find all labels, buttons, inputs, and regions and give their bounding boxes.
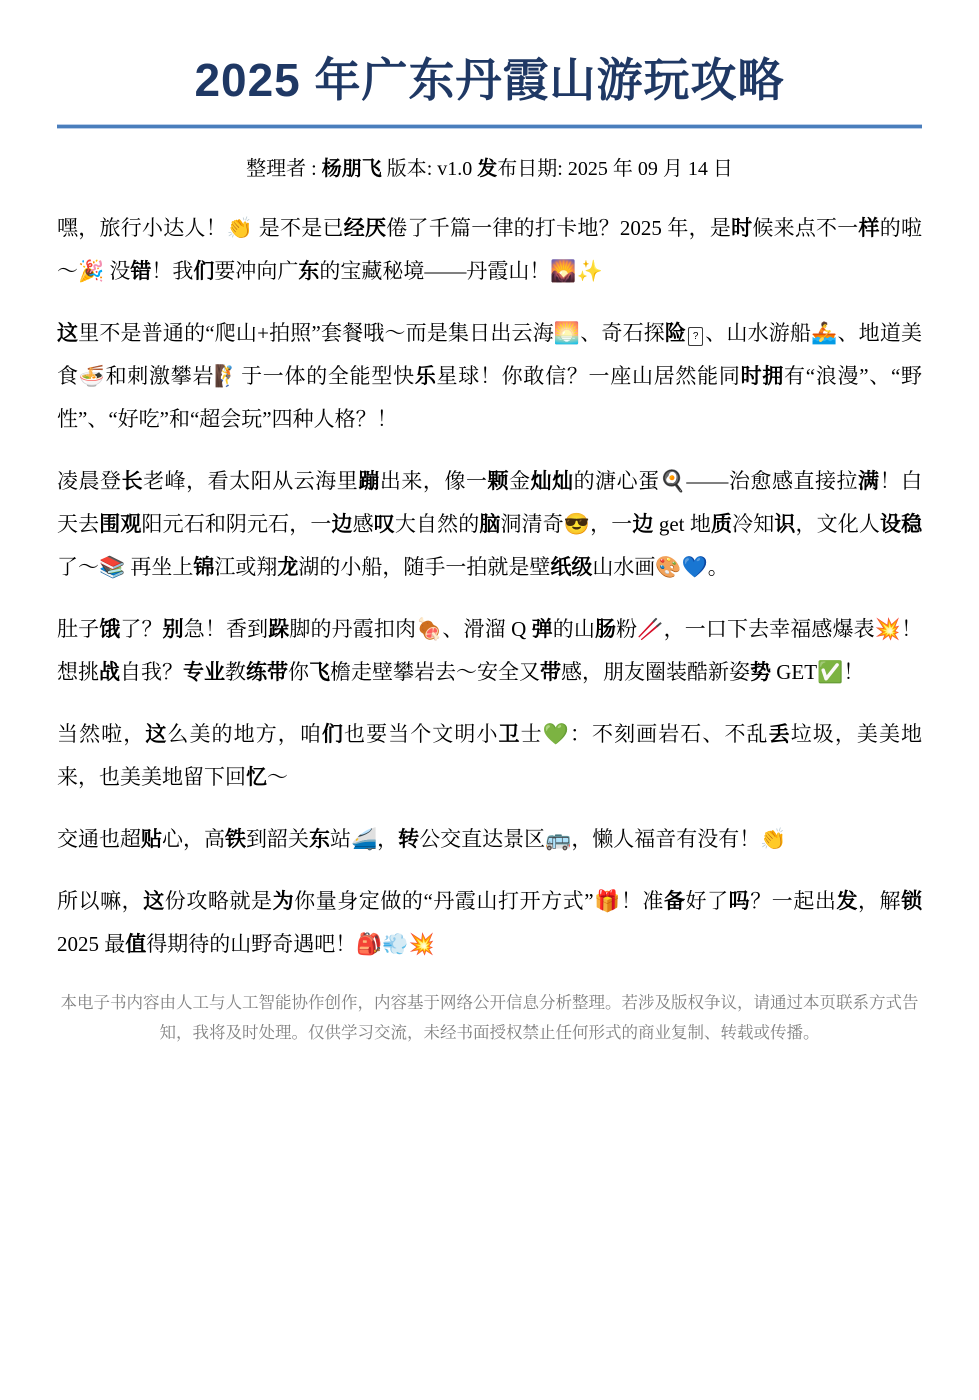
sunrise-icon: 🌅 <box>553 320 581 345</box>
text-run: 脚的丹霞扣肉 <box>289 616 417 641</box>
text-run: 份攻略就是 <box>164 888 273 913</box>
fried-egg-icon: 🍳 <box>659 468 687 493</box>
text-run: 湖的小船，随手一拍就是壁 <box>298 554 551 579</box>
text-run: 、奇石探 <box>580 320 665 345</box>
emphasized-text-run: 发 <box>836 889 858 913</box>
clapping-hands-icon: 👏 <box>760 826 787 851</box>
emphasized-text-run: 备 <box>663 889 686 913</box>
emphasized-text-run: 战 <box>99 660 120 684</box>
text-run: ！我 <box>151 258 194 283</box>
text-run: ：不刻画岩石、不乱 <box>569 721 769 746</box>
text-run: ～ <box>267 764 288 789</box>
paragraph <box>57 713 922 799</box>
sunrise-over-mountains-icon: 🌄 <box>550 258 577 283</box>
sparkles-icon: ✨ <box>576 258 603 283</box>
emphasized-text-run: 势 <box>750 660 771 684</box>
text-run: 肚子 <box>57 616 100 641</box>
emphasized-text-run: 为 <box>272 889 295 913</box>
text-run: ！准 <box>620 888 664 913</box>
text-run: 了？ <box>120 616 163 641</box>
emphasized-text-run: 发 <box>477 157 498 180</box>
emphasized-text-run: 经厌 <box>343 216 387 240</box>
person-climbing-icon: 🧗 <box>214 363 242 388</box>
text-run: ？一起出 <box>750 888 837 913</box>
text-run: GET <box>771 659 818 684</box>
steaming-bowl-icon: 🍜 <box>78 363 106 388</box>
text-run: 有“浪漫”、“野性”、“好吃”和“超会玩”四种人格？！ <box>57 363 923 431</box>
text-run: 和刺激攀岩 <box>105 363 215 388</box>
emphasized-text-run: 边 <box>632 512 654 536</box>
text-run: 、山水游船 <box>705 320 812 345</box>
paragraph <box>57 207 922 293</box>
text-run: 的溏心蛋 <box>573 468 660 493</box>
text-run: 再坐上 <box>125 554 194 579</box>
text-run: 教 <box>225 659 246 684</box>
emphasized-text-run: 飞 <box>309 660 330 684</box>
high-speed-train-icon: 🚄 <box>351 826 378 851</box>
gift-icon: 🎁 <box>593 888 621 913</box>
text-run: 。 <box>707 554 729 579</box>
byline <box>57 155 922 183</box>
text-run: 整理者 : <box>246 157 322 180</box>
text-run: 金 <box>509 468 531 493</box>
text-run: 的宝藏秘境——丹霞山！ <box>319 258 551 283</box>
emphasized-text-run: 蹦 <box>358 469 380 493</box>
emphasized-text-run: 带 <box>540 660 561 684</box>
blue-heart-icon: 💙 <box>681 554 708 579</box>
emphasized-text-run: 肠 <box>595 617 617 641</box>
text-run: 急！香到 <box>183 616 269 641</box>
title-divider <box>57 124 922 129</box>
emphasized-text-run: 脑 <box>479 512 501 536</box>
text-run: 老峰，看太阳从云海里 <box>143 468 359 493</box>
document-body <box>57 207 922 966</box>
bus-icon: 🚌 <box>545 826 572 851</box>
text-run: 你 <box>288 659 309 684</box>
text-run: ，解 <box>858 888 902 913</box>
emphasized-text-run: 错 <box>130 259 152 283</box>
emphasized-text-run: 乐 <box>414 364 437 388</box>
text-run: 嘿，旅行小达人！ <box>57 215 227 240</box>
text-run: ——治愈感直接拉 <box>686 468 859 493</box>
text-run: 洞清奇 <box>500 511 564 536</box>
text-run: ，懒人福音有没有！ <box>571 826 761 851</box>
emphasized-text-run: 转 <box>398 827 420 851</box>
clapping-hands-icon: 👏 <box>226 215 254 240</box>
emphasized-text-run: 值 <box>125 932 147 956</box>
emphasized-text-run: 卫 <box>498 722 521 746</box>
text-run: 到韶关 <box>246 826 309 851</box>
text-run: 垃圾，美美地来，也美美地留下回 <box>57 721 923 789</box>
emphasized-text-run: 饿 <box>99 617 121 641</box>
paragraph <box>57 460 922 589</box>
text-run: 么美的地方，咱 <box>167 721 322 746</box>
text-run: 没 <box>104 258 131 283</box>
text-run: 、地道美食 <box>57 320 923 388</box>
collision-icon: 💥 <box>408 931 435 956</box>
emphasized-text-run: 丢 <box>768 722 791 746</box>
emphasized-text-run: 满 <box>858 469 880 493</box>
text-run: 冷知 <box>732 511 775 536</box>
emphasized-text-run: 长 <box>121 469 144 493</box>
text-run: 大自然的 <box>394 511 480 536</box>
books-icon: 📚 <box>99 554 126 579</box>
text-run: 候来点不一 <box>752 215 859 240</box>
text-run: 好了 <box>685 888 729 913</box>
paragraph <box>57 312 922 441</box>
text-run: 也要当个文明小 <box>344 721 499 746</box>
text-run: 你量身定做的“丹霞山打开方式” <box>294 888 594 913</box>
party-popper-icon: 🎉 <box>78 258 105 283</box>
page-title: 2025 年广东丹霞山游玩攻略 <box>194 54 785 106</box>
text-run: 江或翔 <box>214 554 278 579</box>
text-run: 里不是普通的“爬山+拍照”套餐哦～而是集日出云海 <box>78 320 554 345</box>
emphasized-text-run: 们 <box>321 722 344 746</box>
text-run: 出来，像一 <box>379 468 488 493</box>
paragraph <box>57 608 922 694</box>
text-run: 、滑溜 Q <box>442 616 532 641</box>
text-run: ！白天去 <box>57 468 923 536</box>
text-run: 阳元石和阴元石，一 <box>141 511 332 536</box>
text-run: 于一体的全能型快 <box>241 363 415 388</box>
check-mark-icon: ✅ <box>817 659 844 684</box>
emphasized-text-run: 吗 <box>728 889 751 913</box>
text-run: 公交直达景区 <box>419 826 546 851</box>
text-run: 自我？ <box>120 659 183 684</box>
text-run: 所以嘛， <box>57 888 144 913</box>
emphasized-text-run: 边 <box>331 512 353 536</box>
emphasized-text-run: 龙 <box>277 555 299 579</box>
text-run: 檐走壁攀岩去～安全又 <box>330 659 540 684</box>
text-run: 的啦～ <box>57 215 923 283</box>
text-run: 交通也超 <box>57 826 141 851</box>
text-run: 要冲向广 <box>214 258 299 283</box>
text-run: 当然啦， <box>57 721 146 746</box>
sunglasses-face-icon: 😎 <box>563 511 591 536</box>
text-run: 山水画 <box>592 554 656 579</box>
emphasized-text-run: 叹 <box>373 512 395 536</box>
emphasized-text-run: 这 <box>145 722 168 746</box>
emphasized-text-run: 颗 <box>487 469 510 493</box>
text-run: 凌晨登 <box>57 468 122 493</box>
emphasized-text-run: 锁 <box>901 889 923 913</box>
footer-disclaimer: 本电子书内容由人工与人工智能协作创作，内容基于网络公开信息分析整理。若涉及版权争议，请通过本页联系方式告知，我将及时处理。仅供学习交流，未经书面授权禁止任何形式的商业复制、转载或传播。 <box>60 992 919 1042</box>
emphasized-text-run: 们 <box>193 259 215 283</box>
emphasized-text-run: 样 <box>858 216 880 240</box>
text-run: 的山 <box>552 616 596 641</box>
emphasized-text-run: 险 <box>664 321 687 345</box>
emphasized-text-run: 铁 <box>225 827 246 851</box>
text-run: 布日期: 2025 年 09 月 14 日 <box>497 157 733 180</box>
emphasized-text-run: 这 <box>143 889 165 913</box>
text-run: ，一 <box>590 511 633 536</box>
green-heart-icon: 💚 <box>542 721 570 746</box>
emphasized-text-run: 质 <box>711 512 733 536</box>
missing-glyph-icon: ? <box>688 327 703 346</box>
emphasized-text-run: 贴 <box>141 827 162 851</box>
emphasized-text-run: 时 <box>731 216 753 240</box>
paragraph <box>57 880 922 966</box>
text-run: 粉 <box>616 616 638 641</box>
emphasized-text-run: 弹 <box>531 617 553 641</box>
text-run: ！想挑 <box>57 616 923 684</box>
rowboat-icon: 🚣 <box>811 320 838 345</box>
emphasized-text-run: 忆 <box>246 765 267 789</box>
text-run: 倦了千篇一律的打卡地？2025 年，是 <box>386 215 732 240</box>
text-run: 是不是已 <box>253 215 344 240</box>
emphasized-text-run: 练带 <box>246 660 288 684</box>
emphasized-text-run: 别 <box>162 617 184 641</box>
emphasized-text-run: 锦 <box>193 555 215 579</box>
emphasized-text-run: 东 <box>309 827 330 851</box>
emphasized-text-run: 设稳 <box>879 512 923 536</box>
text-run: 站 <box>330 826 351 851</box>
text-run: 心，高 <box>162 826 225 851</box>
collision-icon: 💥 <box>874 616 902 641</box>
text-run: 得期待的山野奇遇吧！ <box>146 931 357 956</box>
text-run: 星球！你敢信？一座山居然能同 <box>436 363 741 388</box>
emphasized-text-run: 跺 <box>268 617 290 641</box>
meat-on-bone-icon: 🍖 <box>416 616 443 641</box>
text-run: 感，朋友圈装酷新姿 <box>561 659 750 684</box>
paragraph <box>57 818 922 861</box>
text-run: 2025 最 <box>57 931 126 956</box>
text-run: ，文化人 <box>795 511 880 536</box>
emphasized-text-run: 杨朋飞 <box>321 157 382 180</box>
emphasized-text-run: 专业 <box>183 660 225 684</box>
text-run: 版本: v1.0 <box>381 157 478 180</box>
chopsticks-icon: 🥢 <box>637 616 664 641</box>
text-run: ， <box>377 826 399 851</box>
emphasized-text-run: 识 <box>774 512 796 536</box>
emphasized-text-run: 时拥 <box>740 364 785 388</box>
emphasized-text-run: 纸级 <box>550 555 593 579</box>
text-run: 了～ <box>57 554 99 579</box>
emphasized-text-run: 这 <box>57 321 79 345</box>
dash-icon: 💨 <box>382 931 409 956</box>
artist-palette-icon: 🎨 <box>655 554 682 579</box>
document-page <box>0 54 979 1048</box>
emphasized-text-run: 灿灿 <box>530 469 574 493</box>
text-run: 感 <box>352 511 374 536</box>
emphasized-text-run: 东 <box>298 259 320 283</box>
text-run: 士 <box>520 721 543 746</box>
text-run: ！ <box>843 659 865 684</box>
emphasized-text-run: 围观 <box>99 512 142 536</box>
text-run: get 地 <box>653 511 711 536</box>
backpack-icon: 🎒 <box>356 931 383 956</box>
text-run: ，一口下去幸福感爆表 <box>663 616 875 641</box>
